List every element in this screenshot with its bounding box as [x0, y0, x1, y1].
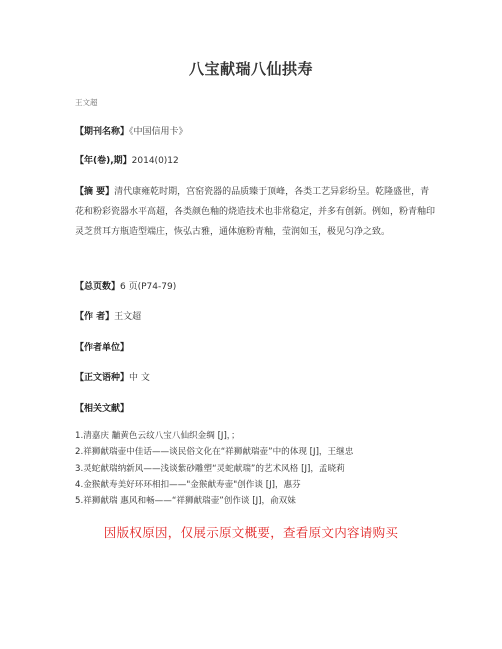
- affiliation-field: [75, 340, 129, 357]
- related-label: 【相关文献】: [75, 404, 130, 414]
- journal-value: 《中国信用卡》: [129, 127, 188, 137]
- related-item[interactable]: 2.祥狮献瑞壶中佳话——谈民俗文化在“祥狮献瑞壶”中的体现 [J]，王继忠: [75, 447, 354, 458]
- year-field: [75, 153, 179, 170]
- language-field: [75, 370, 150, 387]
- journal-field: [75, 124, 188, 141]
- language-value: 中 文: [129, 373, 150, 383]
- affiliation-label: 【作者单位】: [75, 343, 130, 353]
- author-byline: 王文超: [75, 98, 98, 107]
- journal-label: 【期刊名称】: [75, 127, 130, 137]
- related-item[interactable]: 1.清嘉庆 黼黄色云纹八宝八仙织金绸 [J]，；: [75, 431, 240, 441]
- pages-value: 6 页(P74-79): [120, 282, 177, 292]
- language-label: 【正文语种】: [75, 373, 130, 383]
- pages-field: [75, 279, 176, 296]
- related-item[interactable]: 3.灵蛇献瑞纳新风——浅谈紫砂雕塑“灵蛇献瑞”的艺术风格 [J]，孟晓莉: [75, 463, 345, 474]
- related-list: [75, 428, 455, 509]
- document-title: 八宝献瑞八仙拱寿: [188, 60, 313, 78]
- related-item[interactable]: 4.金猴献寿美好环环相扣——"金猴献寿壶"创作谈 [J]，惠芬: [75, 479, 301, 490]
- related-heading: [75, 401, 129, 418]
- abstract-text: 清代康雍乾时期，宫窑瓷器的品质臻于顶峰，各类工艺异彩纷呈。乾隆盛世，青花和粉彩瓷器水平高超，各类颜色釉的烧造技术也非常稳定，并多有创新。例如，粉青釉印灵芝贯耳方瓶造型端庄，恢弘古雅，通体施粉青釉，莹润如玉，极见匀净之致。: [75, 187, 436, 237]
- authors-value: 王文超: [114, 312, 142, 322]
- abstract-field: [75, 182, 435, 242]
- authors-label: 【作 者】: [75, 312, 115, 322]
- abstract-label: 【摘 要】: [75, 187, 115, 197]
- year-label: 【年(卷),期】: [75, 156, 132, 166]
- copyright-notice: 因版权原因，仅展示原文概要，查看原文内容请购买: [103, 525, 399, 540]
- related-item[interactable]: 5.祥狮献瑞 惠风和畅——“祥狮献瑞壶”创作谈 [J]，俞双妹: [75, 496, 296, 507]
- authors-field: [75, 309, 141, 326]
- year-value: 2014(0)12: [131, 156, 179, 166]
- pages-label: 【总页数】: [75, 282, 121, 292]
